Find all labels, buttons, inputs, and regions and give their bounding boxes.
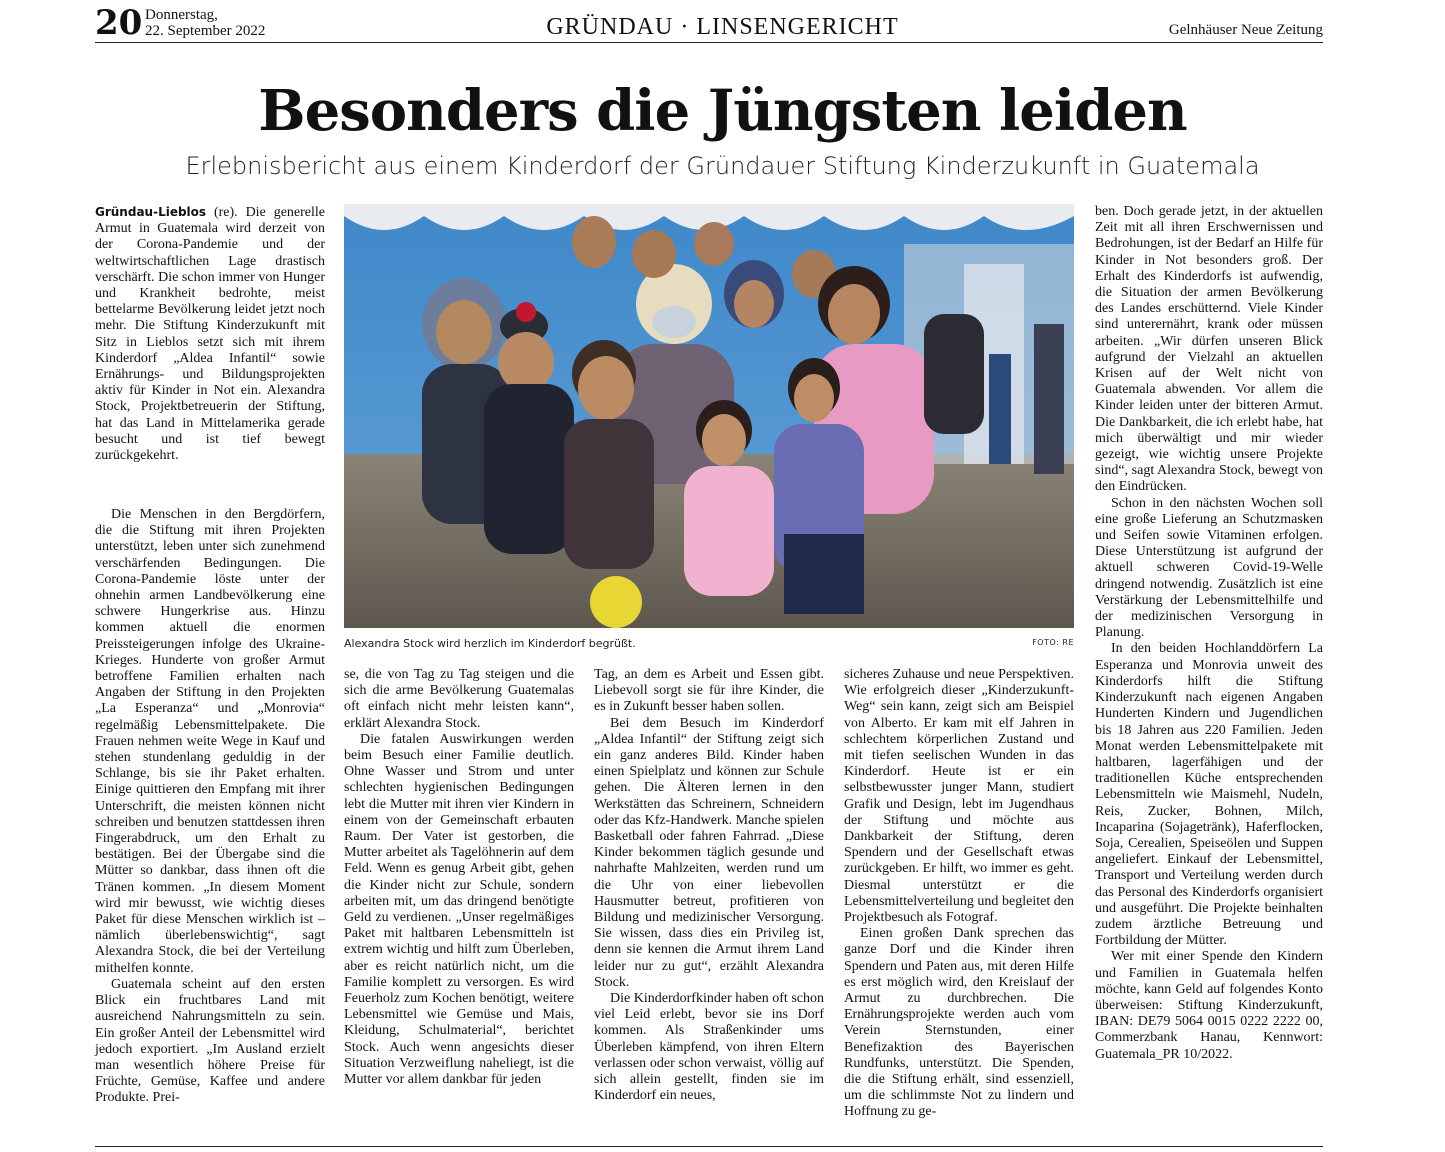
page-number: 20 <box>95 3 143 43</box>
donation-paragraph: Wer mit einer Spende den Kindern und Familien in Guatemala helfen möchte, kann Geld auf folgendes Konto überweisen: Stiftung Kinderzukunft, IBAN: DE79 5064 0015 0222 2222 00, Commerzbank Hanau, Kennwort: Guatemala_PR 10/2022. <box>1095 949 1323 1062</box>
body-paragraph: Schon in den nächsten Wochen soll eine große Lieferung an Schutzmasken und Seifen sowie Vitaminen erfolgen. Diese Unterstützung ist aufgrund der aktuell schweren Covid-19-Welle dringend notwendig. Zusätzlich ist eine Verstärkung der Lebensmittelhilfe und der medizinischen Versorgung in Planung. <box>1095 495 1323 641</box>
article-column-4 <box>844 667 1074 1121</box>
body-paragraph: Die Menschen in den Bergdörfern, die die Stiftung mit ihren Projekten unterstützt, leben unter sich zunehmend verschärfenden Bedingungen. Die Corona-Pandemie löste unter der ohnehin armen Landbevölkerung eine schwere Hungerkrise aus. Hinzu kommen aktuell die enormen Preissteigerungen infolge des Ukraine-Krieges. Hunderte von großer Armut betroffene Familien erhalten nach Angaben der Stiftung in den Projekten „La Esperanza“ und „Monrovia“ regelmäßig Lebensmittelpakete. Die Frauen nehmen weite Wege in Kauf und stehen stundenlang geduldig in der Schlange, bis sie ihr Paket erhalten. Einige quittieren den Empfang mit ihrer Unterschrift, die meisten können nicht schreiben und benutzen stattdessen ihren Fingerabdruck, um den Erhalt zu bestätigen. Bei der Übergabe sind die Mütter so dankbar, dass ihnen oft die Tränen kommen. „In diesem Moment wird mir bewusst, wie wichtig dieses Paket für diese Menschen wirklich ist – nämlich überlebenswichtig“, sagt Alexandra Stock, die bei der Verteilung mithelfen konnte. <box>95 507 325 976</box>
body-paragraph: Die Kinderdorfkinder haben oft schon viel Leid erlebt, bevor sie ins Dorf kommen. Als Straßenkinder ums Überleben kämpfend, von ihren Eltern verlassen oder schon verwaist, völlig auf sich allein gestellt, finden sie im Kinderdorf ein neues, <box>594 991 824 1104</box>
body-paragraph: sicheres Zuhause und neue Perspektiven. Wie erfolgreich dieser „Kinderzukunft-Weg“ sein kann, zeigt sich am Beispiel von Alberto. Er kam mit elf Jahren in schlechtem körperlichen Zustand und mit tiefen seelischen Wunden in das Kinderdorf. Heute ist er ein selbstbewusster junger Mann, studiert Grafik und Design, lebt im Jugendhaus der Stiftung und möchte aus Dankbarkeit der Stiftung, deren Spendern und der Gesellschaft etwas zurückgeben. Er hilft, wo immer es geht. Diesmal unterstützt er die Lebensmittelverteilung und begleitet den Projektbesuch als Fotograf. <box>844 667 1074 926</box>
body-paragraph: Tag, an dem es Arbeit und Essen gibt. Liebevoll sorgt sie für ihre Kinder, die es in Zukunft besser haben sollen. <box>594 667 824 715</box>
article-column-3 <box>594 667 824 1104</box>
article-headline: Besonders die Jüngsten leiden <box>258 78 1187 144</box>
body-paragraph: In den beiden Hochlanddörfern La Esperanza und Monrovia unweit des Kinderdorfs hilft die Stiftung Kinderzukunft nach eigenen Angaben Hunderten Kindern und Jugendlichen bis 18 Jahren aus 220 Familien. Jeden Monat werden Lebensmittelpakete mit haltbaren, lagerfähigen und der traditionellen Küche entsprechenden Lebensmitteln wie Maismehl, Nudeln, Reis, Zucker, Bohnen, Milch, Incaparina (Sojagetränk), Haferflocken, Soja, Cerealien, Speiseölen und Suppen angeliefert. Einkauf der Lebensmittel, Transport und Verteilung werden durch das Personal des Kinderdorfs organisiert und ausgeführt. Die Projekte beinhalten zudem ärztliche Betreuung und Fortbildung der Mütter. <box>1095 641 1323 949</box>
issue-date: Donnerstag, 22. September 2022 <box>145 7 266 39</box>
article-column-5 <box>1095 204 1323 1063</box>
article-subheadline: Erlebnisbericht aus einem Kinderdorf der Gründauer Stiftung Kinderzukunft in Guatemala <box>185 152 1260 180</box>
body-paragraph: se, die von Tag zu Tag steigen und die sich die arme Bevölkerung Guatemalas oft einfach nicht mehr leisten kann“, erklärt Alexandra Stock. <box>344 667 574 731</box>
article-column-2 <box>344 667 574 1088</box>
body-paragraph: Bei dem Besuch im Kinderdorf „Aldea Infantil“ der Stiftung zeigt sich ein ganz anderes Bild. Kinder haben einen Spielplatz und können zur Schule gehen. Die Älteren lernen in den Werkstätten das Schreinern, Schneidern oder das Kfz-Handwerk. Manche spielen Basketball oder fahren Fahrrad. „Diese Kinder bekommen täglich gesunde und nahrhafte Mahlzeiten, werden rund um die Uhr von einer liebevollen Hausmutter betreut, profitieren von Bildung und medizinischer Versorgung. Sie wissen, dass dies ein Privileg ist, denn sie kennen die Armut ihrem Land leider nur zu gut“, erzählt Alexandra Stock. <box>594 715 824 990</box>
newspaper-name: Gelnhäuser Neue Zeitung <box>1168 22 1323 38</box>
article-column-1-body <box>95 507 325 1107</box>
body-paragraph: Einen großen Dank sprechen das ganze Dorf und die Kinder ihren Spendern und Paten aus, mit deren Hilfe es erst möglich wird, den Kreislauf der Armut zu durchbrechen. Die Ernährungsprojekte werden auch vom Verein Sternstunden, einer Benefizaktion des Bayerischen Rundfunks, unterstützt. Die Spenden, die die Stiftung erhält, sind essenziell, um die schlimmste Not zu lindern und Hoffnung zu ge- <box>844 926 1074 1120</box>
dateline: Gründau-Lieblos <box>95 205 207 219</box>
photo-credit: FOTO: RE <box>1032 638 1074 647</box>
body-paragraph: ben. Doch gerade jetzt, in der aktuellen Zeit mit all ihren Erschwernissen und Bedrohungen, ist der Bedarf an Hilfe für Kinder in Not besonders groß. Der Erhalt des Kinderdorfs ist aufwendig, die Situation der armen Bevölkerung des Landes erschütternd. Viele Kinder sind unterernährt, krank oder müssen arbeiten. „Wir dürfen unseren Blick aufgrund der Vielzahl an aktuellen Krisen auf der Welt nicht von Guatemala abwenden. Vor allem die Kinder leiden unter der bitteren Armut. Die Dankbarkeit, die ich erlebt habe, hat mich überwältigt und mir wieder gezeigt, wie wichtig unsere Projekte sind“, sagt Alexandra Stock, bewegt von den Eindrücken. <box>1095 204 1323 495</box>
article-column-1 <box>95 204 325 464</box>
lead-paragraph: Gründau-Lieblos (re). Die generelle Armut in Guatemala wird derzeit von der Corona-Pandemie und der weltwirtschaftlichen Lage drastisch verschärft. Die schon immer von Hunger und Krankheit bedrohte, meist bettelarme Bevölkerung leidet jetzt noch mehr. Die Stiftung Kinderzukunft mit Sitz in Lieblos setzt sich mit ihrem Kinderdorf „Aldea Infantil“ sowie Ernährungs- und Bildungsprojekten aktiv für Kinder in Not ein. Alexandra Stock, Projektbetreuerin der Stiftung, hat das Land in Mittelamerika gerade besucht und ist tief bewegt zurückgekehrt. <box>95 205 325 464</box>
footer-rule <box>95 1146 1323 1147</box>
children-group-photo <box>344 204 1074 628</box>
header-rule <box>95 42 1323 43</box>
body-paragraph: Die fatalen Auswirkungen werden beim Besuch einer Familie deutlich. Ohne Wasser und Strom und unter schlechten hygienischen Bedingungen lebt die Mutter mit ihren vier Kindern in einem von der Gemeinschaft erbauten Raum. Der Vater ist gestorben, die Mutter arbeitet als Tagelöhnerin auf dem Feld. Wenn es genug Arbeit gibt, gehen die Kinder nicht zur Schule, sondern arbeiten mit, um das dringend benötigte Geld zu verdienen. „Unser regelmäßiges Paket mit haltbaren Lebensmitteln ist extrem wichtig und hilft zum Überleben, aber es reicht natürlich nicht, um die Familie komplett zu versorgen. Es wird Feuerholz zum Kochen benötigt, weitere Lebensmittel wie Gemüse und Mais, Kleidung, Schulmaterial“, berichtet Stock. Auch wenn angesichts dieser Situation Verzweiflung naheliegt, ist die Mutter vor allem dankbar für jeden <box>344 731 574 1088</box>
article-photo <box>344 204 1074 628</box>
photo-caption: Alexandra Stock wird herzlich im Kinderdorf begrüßt. <box>344 637 636 650</box>
body-paragraph: Guatemala scheint auf den ersten Blick ein fruchtbares Land mit ausreichend Nahrungsmitteln zu sein. Ein großer Anteil der Lebensmittel wird jedoch exportiert. „Im Ausland erzielt man wesentlich höhere Preise für Früchte, Gemüse, Kaffee und andere Produkte. Prei- <box>95 976 325 1106</box>
section-title: GRÜNDAU · LINSENGERICHT <box>546 14 899 40</box>
